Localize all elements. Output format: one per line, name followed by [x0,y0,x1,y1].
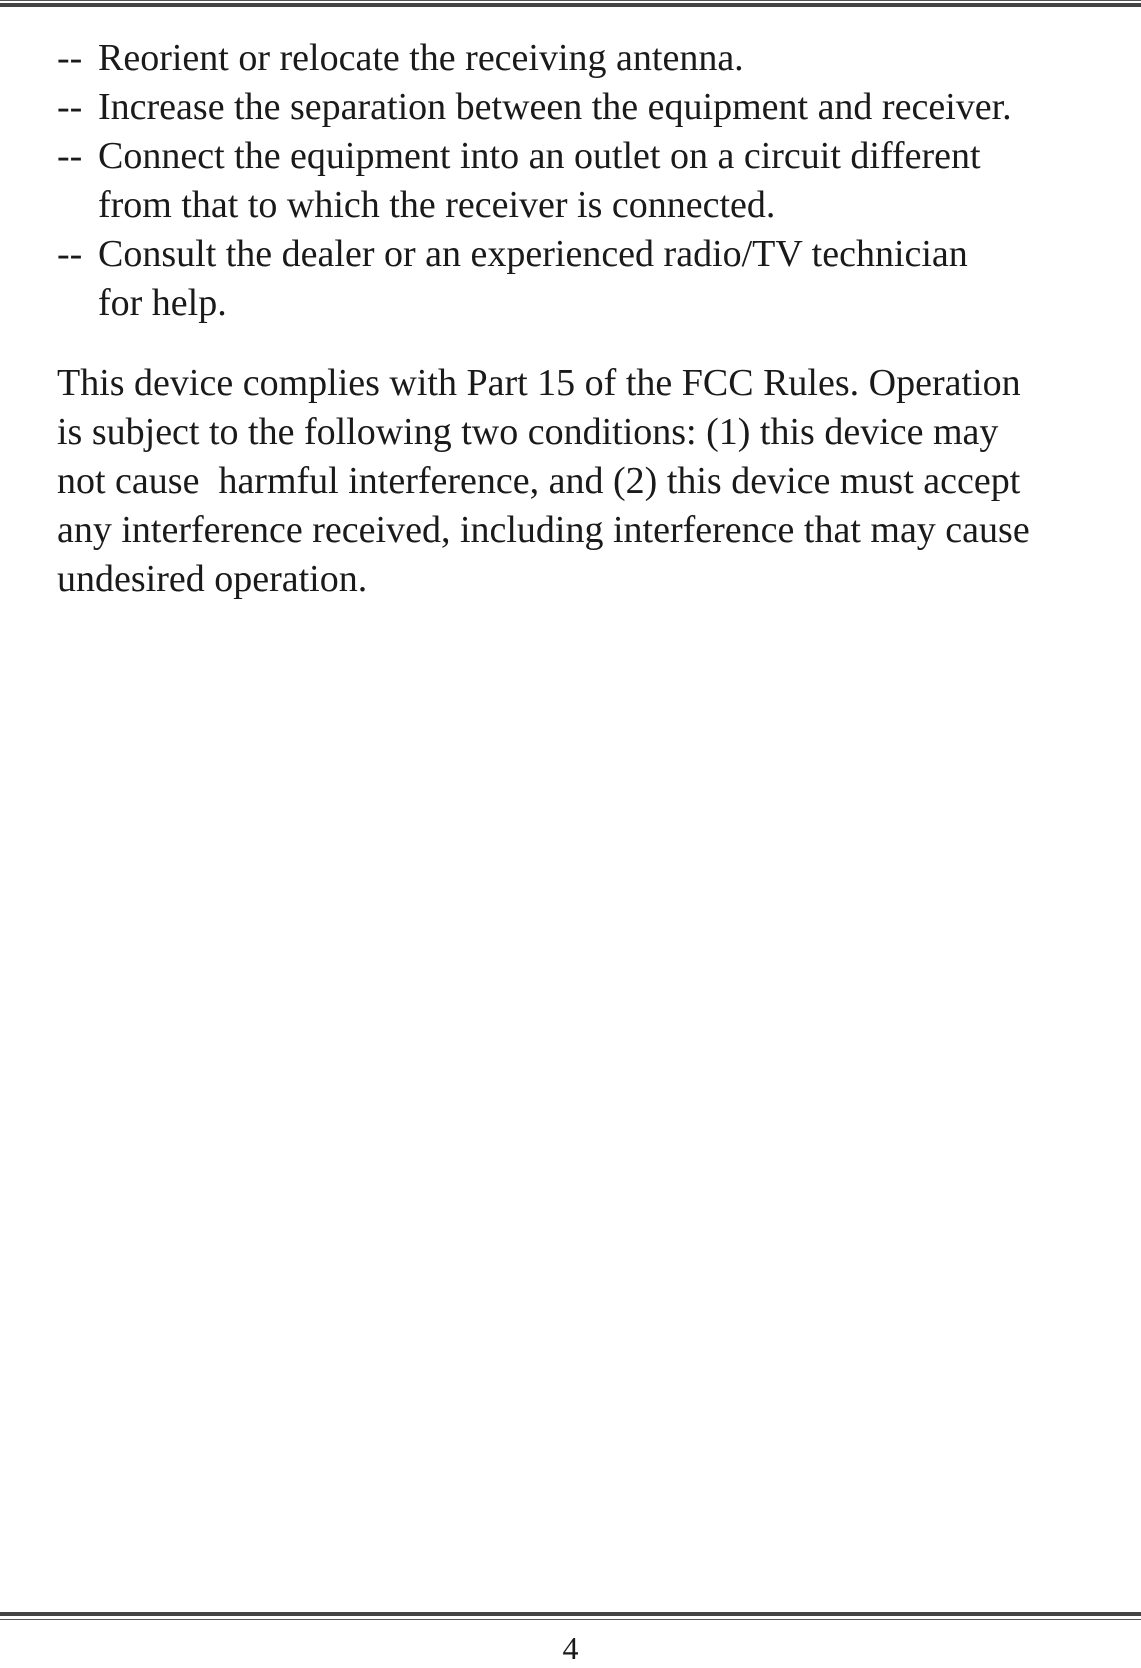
bottom-rule-thick-line [0,1612,1141,1616]
paragraph-line: any interference received, including interference that may cause [57,509,1030,551]
page-number: 4 [562,1630,579,1666]
bottom-rule-thin-line [0,1619,1141,1620]
list-item-consult-dealer [57,230,1117,328]
list-item-increase-separation [57,83,1117,132]
bullet-dash: -- [57,135,83,177]
interference-remedies-list [57,34,1117,328]
paragraph-line: undesired operation. [57,558,368,600]
list-item-connect-outlet [57,132,1117,230]
list-item-text-line-2: from that to which the receiver is connected. [98,184,776,226]
bullet-dash: -- [57,86,83,128]
paragraph-line: This device complies with Part 15 of the FCC Rules. Operation [57,362,1021,404]
list-item-text-line-1: Connect the equipment into an outlet on a circuit different [98,135,981,177]
bullet-dash: -- [57,233,83,275]
top-rule-thin-line [0,0,1141,1]
fcc-compliance-statement [57,359,1117,604]
list-item-text-line-1: Consult the dealer or an experienced radio/TV technician [98,233,968,275]
list-item-text: Increase the separation between the equipment and receiver. [98,86,1012,128]
top-rule-thick-line [0,3,1141,7]
paragraph-line: not cause harmful interference, and (2) this device must accept [57,460,1021,502]
bullet-dash: -- [57,37,83,79]
top-rule [0,0,1141,8]
list-item-text: Reorient or relocate the receiving antenna. [98,37,744,79]
list-item-text-line-2: for help. [98,282,227,324]
bottom-rule [0,1612,1141,1621]
paragraph-line: is subject to the following two conditions: (1) this device may [57,411,999,453]
list-item-reorient-antenna [57,34,1117,83]
